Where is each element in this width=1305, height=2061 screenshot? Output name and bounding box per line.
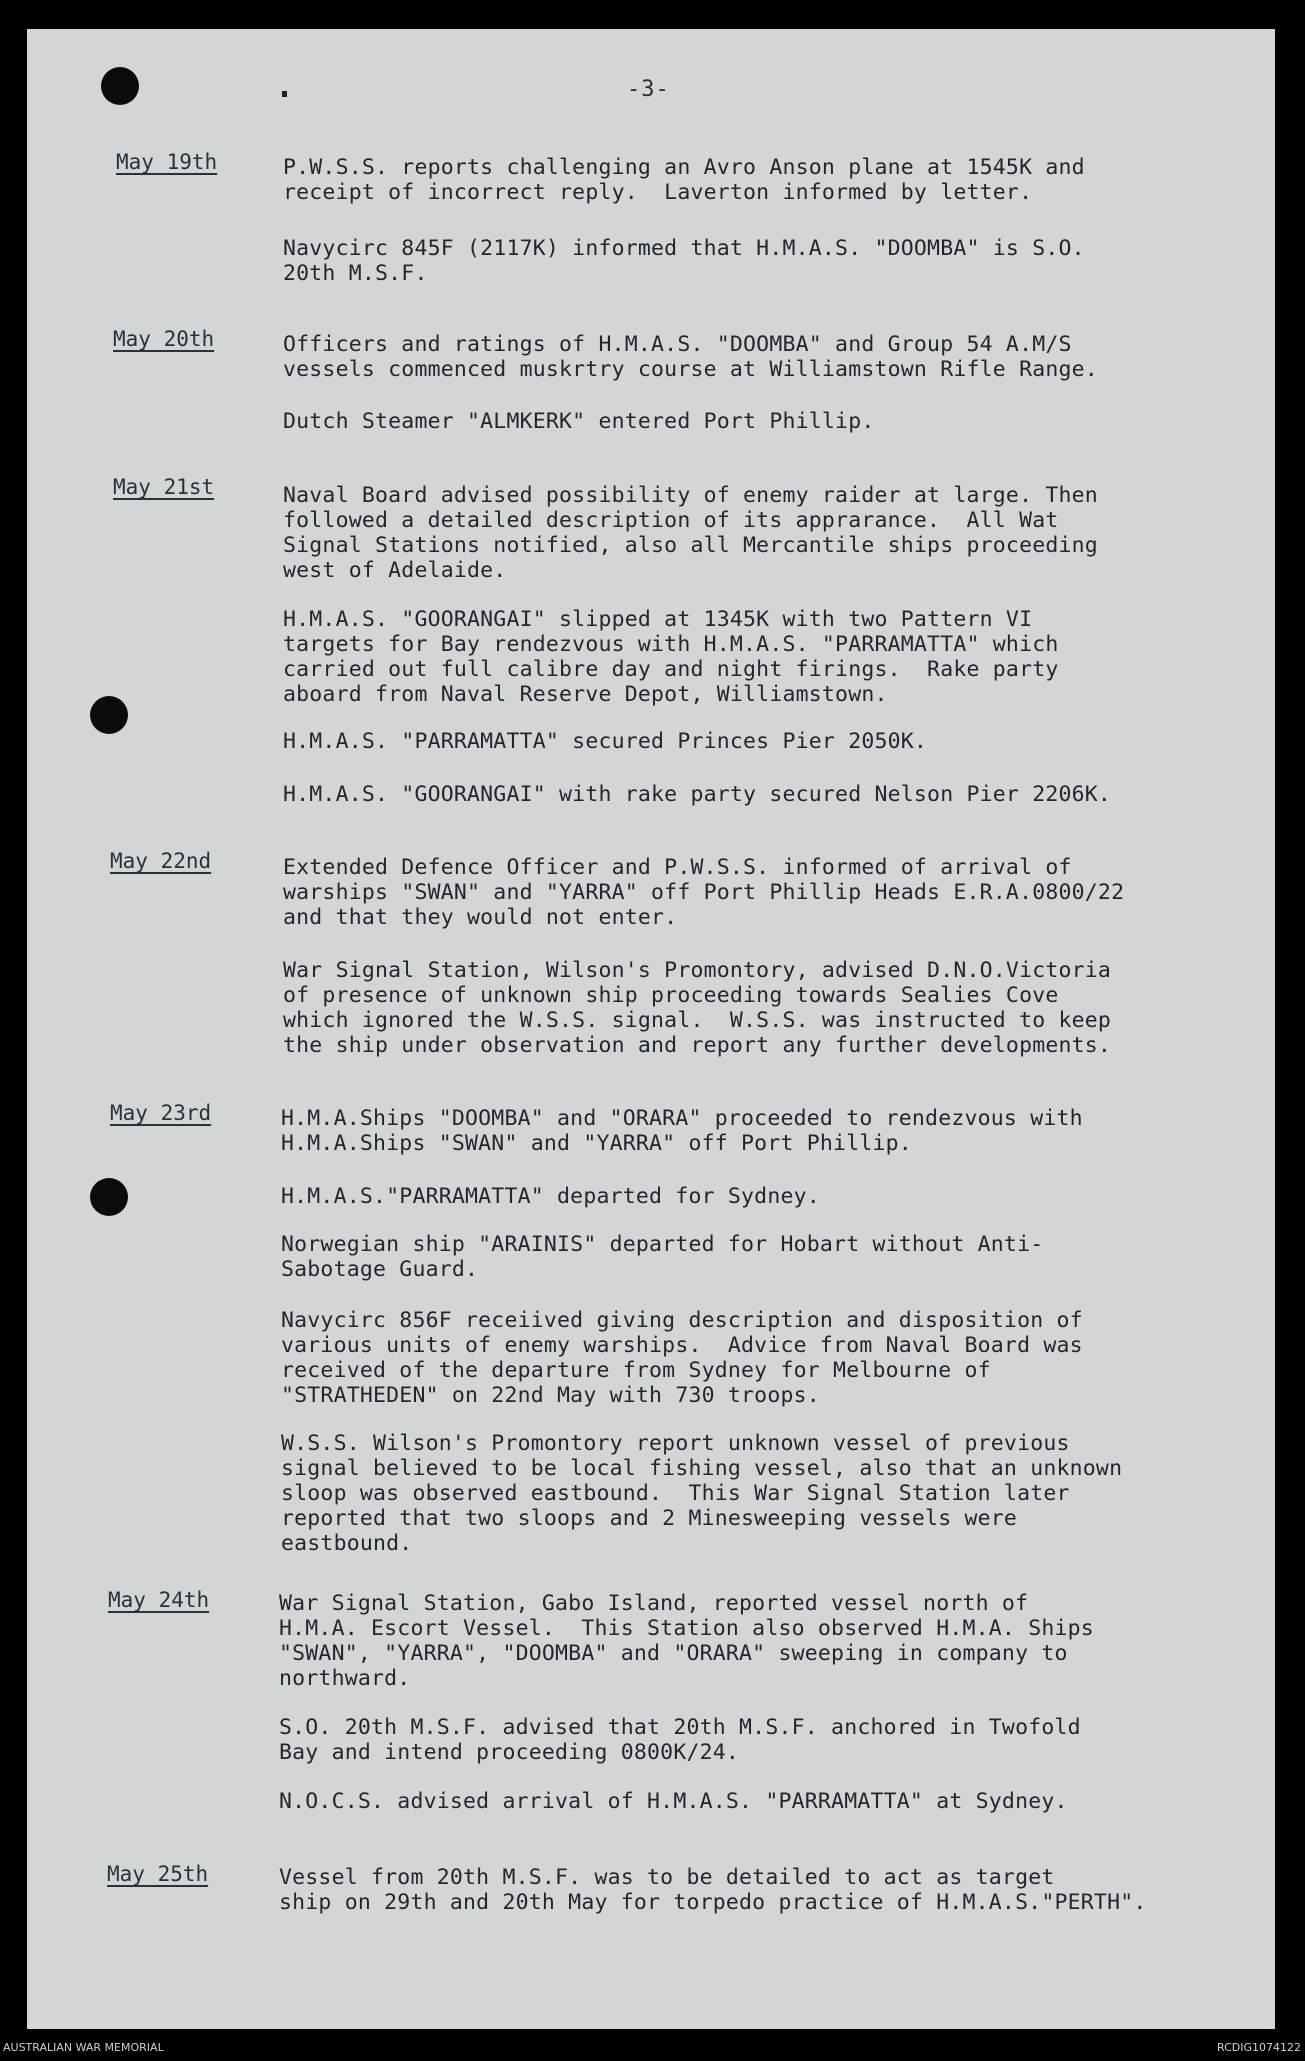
punch-hole-bottom	[90, 1178, 128, 1216]
entry-paragraph: P.W.S.S. reports challenging an Avro Anson plane at 1545K and receipt of incorrect reply. Laverton informed by letter.	[283, 155, 1085, 205]
entry-paragraph: Navycirc 845F (2117K) informed that H.M.A.S. "DOOMBA" is S.O. 20th M.S.F.	[283, 236, 1085, 286]
entry-date: May 23rd	[110, 1101, 212, 1125]
entry-paragraph: War Signal Station, Wilson's Promontory, advised D.N.O.Victoria of presence of unknown ship proceeding towards Sealies Cove which ignored the W.S.S. signal. W.S.S. was instructed to keep the ship under observation and report any further developments.	[283, 958, 1112, 1058]
entry-paragraph: War Signal Station, Gabo Island, reported vessel north of H.M.A. Escort Vessel. This Station also observed H.M.A. Ships "SWAN", "YARRA", "DOOMBA" and "ORARA" sweeping in company to northward.	[279, 1591, 1094, 1691]
entry-date: May 25th	[107, 1862, 209, 1886]
entry-paragraph: H.M.A.S. "GOORANGAI" with rake party secured Nelson Pier 2206K.	[283, 782, 1112, 807]
entry-paragraph: Norwegian ship "ARAINIS" departed for Hobart without Anti- Sabotage Guard.	[281, 1232, 1044, 1282]
entry-date: May 22nd	[110, 849, 212, 873]
entry-date: May 19th	[116, 150, 218, 174]
entry-paragraph: Naval Board advised possibility of enemy raider at large. Then followed a detailed description of its apprarance. All Wat Signal Stations notified, also all Mercantile ships proceeding west of Adelaide.	[283, 483, 1098, 583]
footer-source: AUSTRALIAN WAR MEMORIAL	[3, 2041, 164, 2054]
document-page	[27, 29, 1275, 2029]
entry-date: May 21st	[113, 475, 215, 499]
entry-paragraph: Vessel from 20th M.S.F. was to be detailed to act as target ship on 29th and 20th May for torpedo practice of H.M.A.S."PERTH".	[279, 1865, 1147, 1915]
entry-paragraph: Officers and ratings of H.M.A.S. "DOOMBA" and Group 54 A.M/S vessels commenced muskrtry course at Williamstown Rifle Range.	[283, 332, 1098, 382]
entry-date: May 24th	[108, 1588, 210, 1612]
entry-paragraph: Navycirc 856F receiived giving description and disposition of various units of enemy warships. Advice from Naval Board was received of the departure from Sydney for Melbourne of "STRATHEDEN" on 22nd May with 730 troops.	[281, 1308, 1083, 1408]
punch-hole-top	[101, 67, 139, 105]
ink-mark	[282, 91, 287, 97]
entry-paragraph: S.O. 20th M.S.F. advised that 20th M.S.F. anchored in Twofold Bay and intend proceeding 0800K/24.	[279, 1715, 1081, 1765]
entry-date: May 20th	[113, 327, 215, 351]
footer-reference: RCDIG1074122	[1216, 2041, 1301, 2054]
entry-paragraph: Extended Defence Officer and P.W.S.S. informed of arrival of warships "SWAN" and "YARRA" off Port Phillip Heads E.R.A.0800/22 and that they would not enter.	[283, 855, 1125, 930]
entry-paragraph: Dutch Steamer "ALMKERK" entered Port Phillip.	[283, 409, 875, 434]
page-number: -3-	[627, 77, 670, 102]
entry-paragraph: H.M.A.S. "PARRAMATTA" secured Princes Pier 2050K.	[283, 729, 928, 754]
entry-paragraph: W.S.S. Wilson's Promontory report unknown vessel of previous signal believed to be local fishing vessel, also that an unknown sloop was observed eastbound. This War Signal Station later reported that two sloops and 2 Minesweeping vessels were eastbound.	[281, 1431, 1123, 1556]
entry-paragraph: H.M.A.S."PARRAMATTA" departed for Sydney.	[281, 1184, 820, 1209]
entry-paragraph: H.M.A.Ships "DOOMBA" and "ORARA" proceeded to rendezvous with H.M.A.Ships "SWAN" and "YARRA" off Port Phillip.	[281, 1106, 1083, 1156]
entry-paragraph: H.M.A.S. "GOORANGAI" slipped at 1345K with two Pattern VI targets for Bay rendezvous with H.M.A.S. "PARRAMATTA" which carried out full calibre day and night firings. Rake party aboard from Naval Reserve Depot, Williamstown.	[283, 607, 1059, 707]
punch-hole-middle	[90, 696, 128, 734]
entry-paragraph: N.O.C.S. advised arrival of H.M.A.S. "PARRAMATTA" at Sydney.	[279, 1789, 1068, 1814]
